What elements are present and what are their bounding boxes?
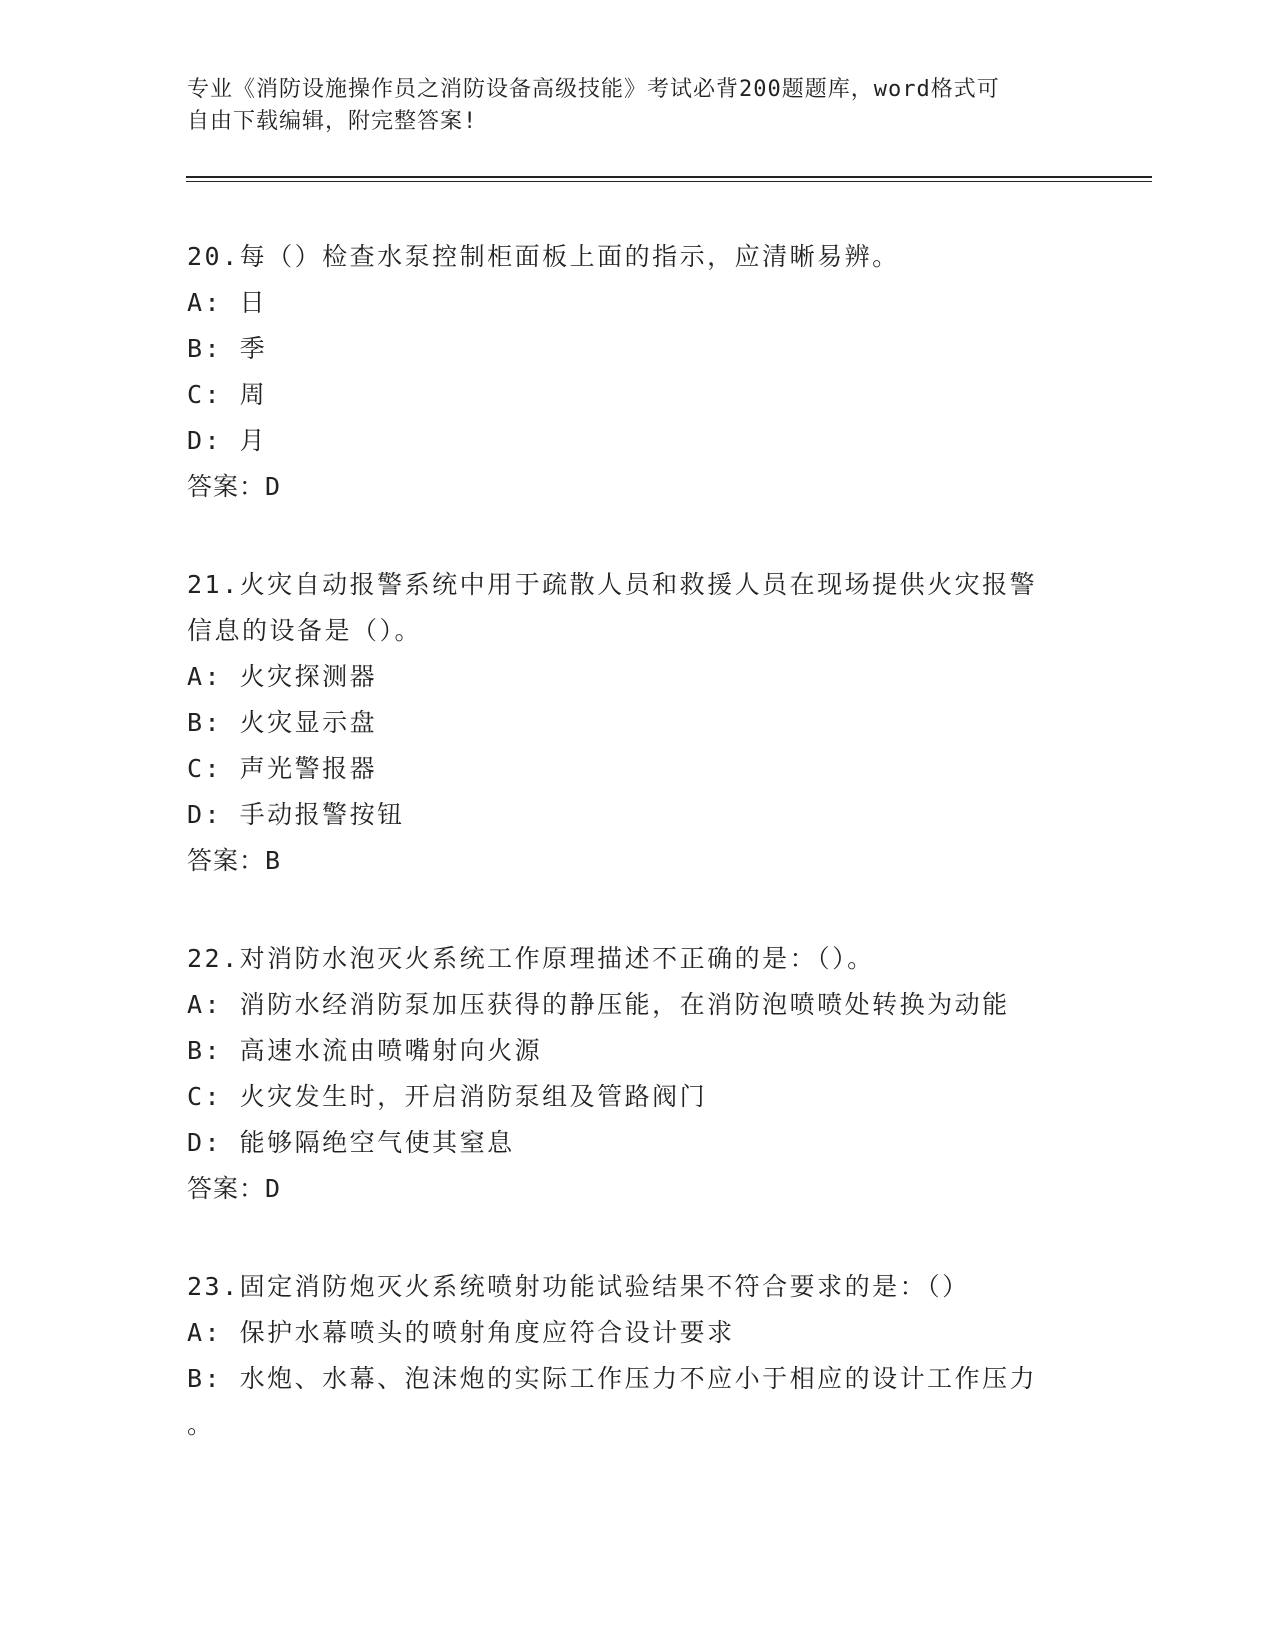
option-c: C: 声光警报器 [187,754,378,783]
header-divider-thin [186,181,1152,182]
document-header [187,74,1067,138]
answer-label: 答案：D [187,1174,282,1203]
option-d: D: 能够隔绝空气使其窒息 [187,1128,515,1157]
question-stem: 20.每（）检查水泵控制柜面板上面的指示，应清晰易辨。 [187,242,900,271]
option-a: A: 日 [187,288,268,317]
question-list [187,234,1087,1500]
option-b-continuation: 。 [187,1410,215,1439]
answer-label: 答案：B [187,846,282,875]
option-a: A: 消防水经消防泵加压获得的静压能，在消防泡喷喷处转换为动能 [187,990,1010,1019]
question-stem-line-1: 21.火灾自动报警系统中用于疏散人员和救援人员在现场提供火灾报警 [187,570,1038,599]
question-23 [187,1264,1087,1448]
question-stem: 23.固定消防炮灭火系统喷射功能试验结果不符合要求的是：（） [187,1272,970,1301]
question-20 [187,234,1087,510]
option-b: B: 水炮、水幕、泡沫炮的实际工作压力不应小于相应的设计工作压力 [187,1364,1038,1393]
option-d: D: 手动报警按钮 [187,800,405,829]
header-line-1: 专业《消防设施操作员之消防设备高级技能》考试必背200题题库，word格式可 [187,77,1000,102]
option-a: A: 火灾探测器 [187,662,378,691]
header-line-2: 自由下载编辑，附完整答案! [187,109,478,134]
option-a: A: 保护水幕喷头的喷射角度应符合设计要求 [187,1318,735,1347]
answer-label: 答案：D [187,472,282,501]
question-21 [187,562,1087,884]
option-b: B: 季 [187,334,268,363]
option-b: B: 火灾显示盘 [187,708,378,737]
question-stem: 22.对消防水泡灭火系统工作原理描述不正确的是：（）。 [187,944,875,973]
option-b: B: 高速水流由喷嘴射向火源 [187,1036,543,1065]
header-divider-thick [186,176,1152,178]
option-c: C: 周 [187,380,268,409]
option-c: C: 火灾发生时，开启消防泵组及管路阀门 [187,1082,708,1111]
question-stem-line-2: 信息的设备是（）。 [187,616,423,645]
question-22 [187,936,1087,1212]
option-d: D: 月 [187,426,268,455]
